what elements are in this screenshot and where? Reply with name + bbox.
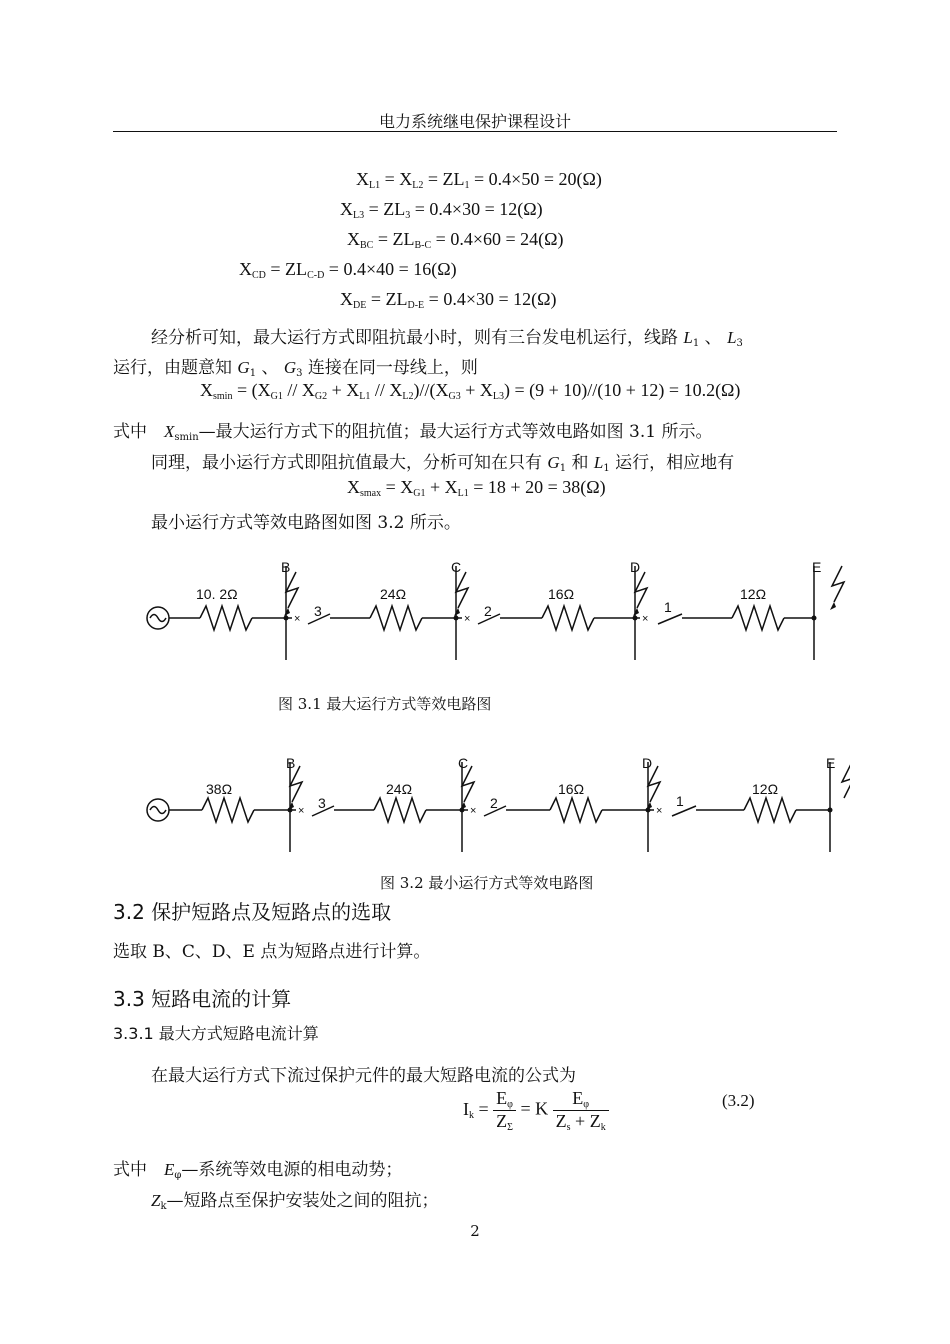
bus-label: C bbox=[458, 755, 469, 771]
paragraph-analysis-1: 经分析可知，最大运行方式即阻抗最小时，则有三台发电机运行，线路 $L_1$ 、 $L_3$ bbox=[151, 328, 743, 349]
figure-caption-3-1: 图 3.1 最大运行方式等效电路图 bbox=[278, 695, 492, 713]
equation-ik bbox=[463, 1088, 609, 1133]
paragraph-formula-intro: 在最大运行方式下流过保护元件的最大短路电流的公式为 bbox=[151, 1066, 576, 1086]
svg-text:×: × bbox=[294, 613, 301, 625]
resistor-label: 16Ω bbox=[548, 586, 575, 602]
breaker-label: 3 bbox=[314, 603, 322, 619]
fault-icon bbox=[286, 572, 298, 608]
paragraph-analysis-2: 运行，由题意知 $G_1$ 、 $G_3$ 连接在同一母线上，则 bbox=[113, 358, 478, 379]
equation-xde: $X_{DE} = ZL_{D-E} = 0.4\times 30 = 12(\Omega)$ bbox=[340, 289, 557, 311]
bus-label: E bbox=[812, 559, 822, 575]
fault-icon bbox=[462, 766, 474, 802]
resistor-icon bbox=[200, 606, 252, 630]
equation-xl1: $X_{L1} = X_{L2} = ZL_1 = 0.4\times 50 = 20(\Omega)$ bbox=[356, 169, 602, 191]
bus-label: E bbox=[826, 755, 836, 771]
paragraph-fault-points: 选取 B、C、D、E 点为短路点进行计算。 bbox=[113, 942, 431, 962]
header-rule bbox=[113, 131, 837, 132]
resistor-label: 16Ω bbox=[558, 781, 585, 797]
ik-denominator-2: $Z_s + Z_k$ bbox=[555, 1111, 606, 1133]
resistor-label: 24Ω bbox=[380, 586, 407, 602]
breaker-label: 2 bbox=[484, 603, 492, 619]
paragraph-min-mode: 同理，最小运行方式即阻抗值最大，分析可知在只有 $G_1$ 和 $L_1$ 运行，相应地有 bbox=[151, 453, 735, 474]
circuit-figure-max bbox=[130, 550, 850, 665]
equation-xcd: $X_{CD} = ZL_{C-D} = 0.4\times 40 = 16(\Omega)$ bbox=[239, 259, 457, 281]
fault-icon bbox=[842, 762, 850, 798]
fault-icon bbox=[832, 566, 844, 602]
ik-mid: = K bbox=[520, 1098, 549, 1119]
breaker-label: 2 bbox=[490, 795, 498, 811]
resistor-label: 12Ω bbox=[740, 586, 767, 602]
equation-xsmin: $X_{smin} = (X_{G1} // X_{G2} + X_{L1} // X_{L2})//(X_{G3} + X_{L3}) = (9 + 10)//(10 + 12) = 10.2(\Omega)$ bbox=[200, 380, 741, 402]
resistor-icon bbox=[744, 798, 796, 822]
page-header: 电力系统继电保护课程设计 bbox=[378, 112, 571, 131]
figure-caption-3-2: 图 3.2 最小运行方式等效电路图 bbox=[380, 874, 594, 892]
resistor-icon bbox=[374, 798, 426, 822]
bus-label: C bbox=[451, 559, 462, 575]
fault-icon bbox=[648, 766, 660, 802]
bus-label: B bbox=[281, 559, 291, 575]
ik-lhs: $I_k$ = bbox=[463, 1098, 489, 1121]
breaker-label: 1 bbox=[676, 793, 684, 809]
breaker-label: 3 bbox=[318, 795, 326, 811]
svg-text:×: × bbox=[656, 805, 663, 817]
bus-label: D bbox=[642, 755, 653, 771]
paragraph-ephi-def: 式中 $E_\varphi—$系统等效电源的相电动势； bbox=[113, 1160, 403, 1181]
breaker-icon bbox=[658, 614, 682, 624]
svg-text:×: × bbox=[298, 805, 305, 817]
equation-number: (3.2) bbox=[722, 1091, 755, 1110]
heading-3-2: 3.2 保护短路点及短路点的选取 bbox=[113, 900, 392, 924]
heading-3-3-1: 3.3.1 最大方式短路电流计算 bbox=[113, 1024, 319, 1043]
resistor-icon bbox=[370, 606, 422, 630]
equation-xsmax: $X_{smax} = X_{G1} + X_{L1} = 18 + 20 = 38(\Omega)$ bbox=[347, 477, 606, 499]
ik-denominator-1: $Z_\Sigma$ bbox=[496, 1111, 513, 1133]
resistor-icon bbox=[542, 606, 594, 630]
paragraph-zk-def: $Z_k—$短路点至保护安装处之间的阻抗； bbox=[151, 1191, 439, 1212]
svg-text:×: × bbox=[464, 613, 471, 625]
paragraph-fig32-ref: 最小运行方式等效电路图如图 3.2 所示。 bbox=[151, 513, 461, 533]
circuit-figure-min bbox=[130, 748, 850, 863]
svg-text:×: × bbox=[470, 805, 477, 817]
resistor-label: 12Ω bbox=[752, 781, 779, 797]
resistor-icon bbox=[550, 798, 602, 822]
resistor-label: 24Ω bbox=[386, 781, 413, 797]
bus-label: B bbox=[286, 755, 296, 771]
breaker-label: 1 bbox=[664, 599, 672, 615]
fault-icon bbox=[290, 766, 302, 802]
ik-numerator-2: $E_\varphi$ bbox=[553, 1088, 609, 1111]
fault-icon bbox=[456, 572, 468, 608]
resistor-icon bbox=[202, 798, 254, 822]
svg-text:×: × bbox=[642, 613, 649, 625]
ik-numerator-1: $E_\varphi$ bbox=[493, 1088, 516, 1111]
equation-xbc: $X_{BC} = ZL_{B-C} = 0.4\times 60 = 24(\Omega)$ bbox=[347, 229, 564, 251]
page-number: 2 bbox=[470, 1222, 480, 1240]
equation-xl3: $X_{L3} = ZL_3 = 0.4\times 30 = 12(\Omega)$ bbox=[340, 199, 543, 221]
heading-3-3: 3.3 短路电流的计算 bbox=[113, 987, 292, 1011]
bus-label: D bbox=[630, 559, 641, 575]
resistor-label: 10. 2Ω bbox=[196, 586, 238, 602]
paragraph-xsmin-def: 式中 $X_{smin}—$最大运行方式下的阻抗值；最大运行方式等效电路如图 3.1 所示。 bbox=[113, 422, 713, 443]
resistor-icon bbox=[732, 606, 784, 630]
fault-icon bbox=[635, 572, 647, 608]
resistor-label: 38Ω bbox=[206, 781, 233, 797]
